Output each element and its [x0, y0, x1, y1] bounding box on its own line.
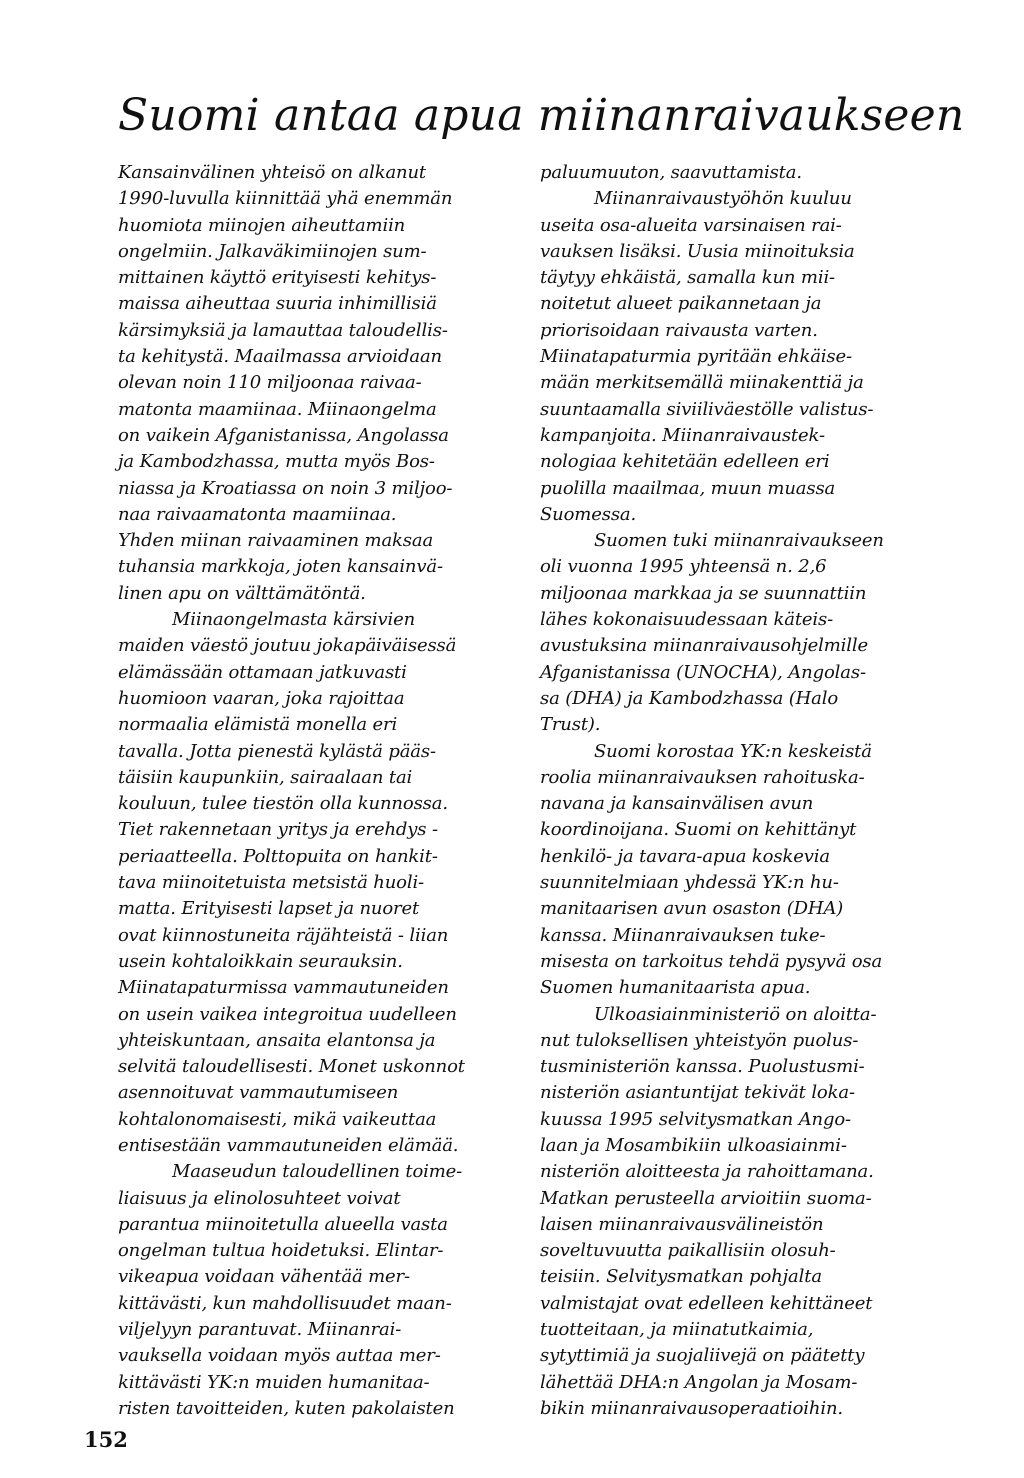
text-line: kittävästi YK:n muiden humanitaa-: [118, 1371, 430, 1393]
text-line: sa (DHA) ja Kambodzhassa (Halo: [540, 687, 839, 709]
text-line: Suomessa.: [540, 503, 637, 525]
text-line: navana ja kansainvälisen avun: [540, 793, 814, 815]
text-line: elämässään ottamaan jatkuvasti: [118, 661, 407, 683]
text-line: on vaikein Afganistanissa, Angolassa: [118, 424, 449, 446]
text-line: selvitä taloudellisesti. Monet uskonnot: [118, 1056, 465, 1078]
text-line: valmistajat ovat edelleen kehittäneet: [540, 1292, 873, 1314]
text-line: misesta on tarkoitus tehdä pysyvä osa: [540, 950, 883, 972]
text-line: laan ja Mosambikiin ulkoasiainmi-: [540, 1134, 847, 1156]
text-line: kuussa 1995 selvitysmatkan Ango-: [540, 1108, 851, 1130]
text-line: kampanjoita. Miinanraivaustek-: [540, 424, 825, 446]
text-line: tavalla. Jotta pienestä kylästä pääs-: [118, 740, 436, 762]
text-line: matonta maamiinaa. Miinaongelma: [118, 398, 437, 420]
page-number: 152: [84, 1427, 128, 1452]
text-line: avustuksina miinanraivausohjelmille: [540, 635, 868, 657]
text-line: 1990-luvulla kiinnittää yhä enemmän: [118, 188, 453, 210]
text-line: tuhansia markkoja, joten kansainvä-: [118, 556, 443, 578]
text-line: viljelyyn parantuvat. Miinanrai-: [118, 1319, 402, 1341]
text-line: henkilö- ja tavara-apua koskevia: [540, 845, 830, 867]
text-line: bikin miinanraivausoperaatioihin.: [540, 1397, 843, 1419]
text-line: Miinanraivaustyöhön kuuluu: [594, 188, 852, 210]
text-line: vauksella voidaan myös auttaa mer-: [118, 1345, 441, 1367]
text-line: Trust).: [540, 714, 601, 736]
text-line: lähes kokonaisuudessaan käteis-: [540, 609, 834, 631]
text-line: Suomi korostaa YK:n keskeistä: [594, 740, 872, 762]
text-line: ta kehitystä. Maailmassa arvioidaan: [118, 346, 442, 368]
text-line: periaatteella. Polttopuita on hankit-: [118, 845, 438, 867]
text-line: useita osa-alueita varsinaisen rai-: [540, 214, 842, 236]
text-line: vikeapua voidaan vähentää mer-: [118, 1266, 410, 1288]
text-line: paluumuuton, saavuttamista.: [540, 162, 802, 183]
text-line: suuntaamalla siviiliväestölle valistus-: [540, 398, 874, 420]
text-line: puolilla maailmaa, muun muassa: [540, 477, 836, 499]
text-line: matta. Erityisesti lapset ja nuoret: [118, 898, 420, 920]
text-line: nisteriön aloitteesta ja rahoittamana.: [540, 1161, 874, 1183]
text-line: laisen miinanraivausvälineistön: [540, 1213, 824, 1235]
text-line: yhteiskuntaan, ansaita elantonsa ja: [118, 1029, 436, 1051]
text-line: nut tuloksellisen yhteistyön puolus-: [540, 1029, 859, 1051]
text-line: ja Kambodzhassa, mutta myös Bos-: [118, 451, 435, 473]
text-line: soveltuvuutta paikallisiin olosuh-: [540, 1240, 836, 1262]
text-line: normaalia elämistä monella eri: [118, 714, 398, 736]
text-line: kittävästi, kun mahdollisuudet maan-: [118, 1292, 452, 1314]
text-line: Miinaongelmasta kärsivien: [172, 609, 416, 631]
text-line: kanssa. Miinanraivauksen tuke-: [540, 924, 826, 946]
text-line: mittainen käyttö erityisesti kehitys-: [118, 267, 437, 289]
text-line: lähettää DHA:n Angolan ja Mosam-: [540, 1371, 858, 1393]
text-line: vauksen lisäksi. Uusia miinoituksia: [540, 240, 855, 262]
text-line: Ulkoasiainministeriö on aloitta-: [594, 1003, 877, 1025]
text-line: manitaarisen avun osaston (DHA): [540, 898, 844, 920]
text-line: teisiin. Selvitysmatkan pohjalta: [540, 1266, 822, 1288]
text-line: Kansainvälinen yhteisö on alkanut: [118, 162, 427, 183]
text-line: linen apu on välttämätöntä.: [118, 582, 366, 604]
text-line: risten tavoitteiden, kuten pakolaisten: [118, 1397, 455, 1419]
text-line: asennoituvat vammautumiseen: [118, 1082, 399, 1104]
right-column: [540, 160, 932, 1422]
text-line: on usein vaikea integroitua uudelleen: [118, 1003, 457, 1025]
text-line: Suomen humanitaarista apua.: [540, 977, 811, 999]
text-line: tava miinoitetuista metsistä huoli-: [118, 872, 424, 894]
text-line: Miinatapaturmia pyritään ehkäise-: [540, 346, 852, 368]
text-line: oli vuonna 1995 yhteensä n. 2,6: [540, 556, 827, 578]
text-line: Matkan perusteella arvioitiin suoma-: [540, 1187, 872, 1209]
text-line: liaisuus ja elinolosuhteet voivat: [118, 1187, 401, 1209]
text-line: huomiota miinojen aiheuttamiin: [118, 214, 406, 236]
text-line: kouluun, tulee tiestön olla kunnossa.: [118, 793, 448, 815]
text-line: nologiaa kehitetään edelleen eri: [540, 451, 830, 473]
text-line: nisteriön asiantuntijat tekivät loka-: [540, 1082, 855, 1104]
text-line: Miinatapaturmissa vammautuneiden: [118, 977, 449, 999]
text-line: huomioon vaaran, joka rajoittaa: [118, 687, 405, 709]
text-line: koordinoijana. Suomi on kehittänyt: [540, 819, 857, 841]
text-line: täisiin kaupunkiin, sairaalaan tai: [118, 766, 413, 788]
text-line: tusministeriön kanssa. Puolustusmi-: [540, 1056, 865, 1078]
text-line: ongelman tultua hoidetuksi. Elintar-: [118, 1240, 444, 1262]
text-line: kohtalonomaisesti, mikä vaikeuttaa: [118, 1108, 437, 1130]
text-line: täytyy ehkäistä, samalla kun mii-: [540, 267, 835, 289]
text-line: Yhden miinan raivaaminen maksaa: [118, 530, 434, 552]
text-line: miljoonaa markkaa ja se suunnattiin: [540, 582, 867, 604]
text-line: maissa aiheuttaa suuria inhimillisiä: [118, 293, 437, 315]
text-line: sytyttimiä ja suojaliivejä on päätetty: [540, 1345, 865, 1367]
text-line: kärsimyksiä ja lamauttaa taloudellis-: [118, 319, 448, 341]
text-line: ovat kiinnostuneita räjähteistä - liian: [118, 924, 449, 946]
article-title: Suomi antaa apua miinanraivaukseen: [118, 90, 965, 141]
text-line: tuotteitaan, ja miinatutkaimia,: [540, 1319, 814, 1341]
text-line: maiden väestö joutuu jokapäiväisessä: [118, 635, 457, 657]
text-line: olevan noin 110 miljoonaa raivaa-: [118, 372, 422, 394]
text-line: parantua miinoitetulla alueella vasta: [118, 1213, 448, 1235]
text-line: entisestään vammautuneiden elämää.: [118, 1134, 459, 1156]
text-line: Tiet rakennetaan yritys ja erehdys -: [118, 819, 438, 841]
text-line: ongelmiin. Jalkaväkimiinojen sum-: [118, 240, 427, 262]
text-line: Afganistanissa (UNOCHA), Angolas-: [540, 661, 866, 683]
left-column: [118, 160, 522, 1422]
text-line: noitetut alueet paikannetaan ja: [540, 293, 822, 315]
text-line: Suomen tuki miinanraivaukseen: [594, 530, 884, 552]
text-line: priorisoidaan raivausta varten.: [540, 319, 818, 341]
text-line: Maaseudun taloudellinen toime-: [172, 1161, 463, 1183]
text-line: usein kohtaloikkain seurauksin.: [118, 950, 403, 972]
text-line: naa raivaamatonta maamiinaa.: [118, 503, 397, 525]
text-line: suunnitelmiaan yhdessä YK:n hu-: [540, 872, 839, 894]
text-line: niassa ja Kroatiassa on noin 3 miljoo-: [118, 477, 453, 499]
text-line: roolia miinanraivauksen rahoituska-: [540, 766, 865, 788]
text-line: mään merkitsemällä miinakenttiä ja: [540, 372, 864, 394]
